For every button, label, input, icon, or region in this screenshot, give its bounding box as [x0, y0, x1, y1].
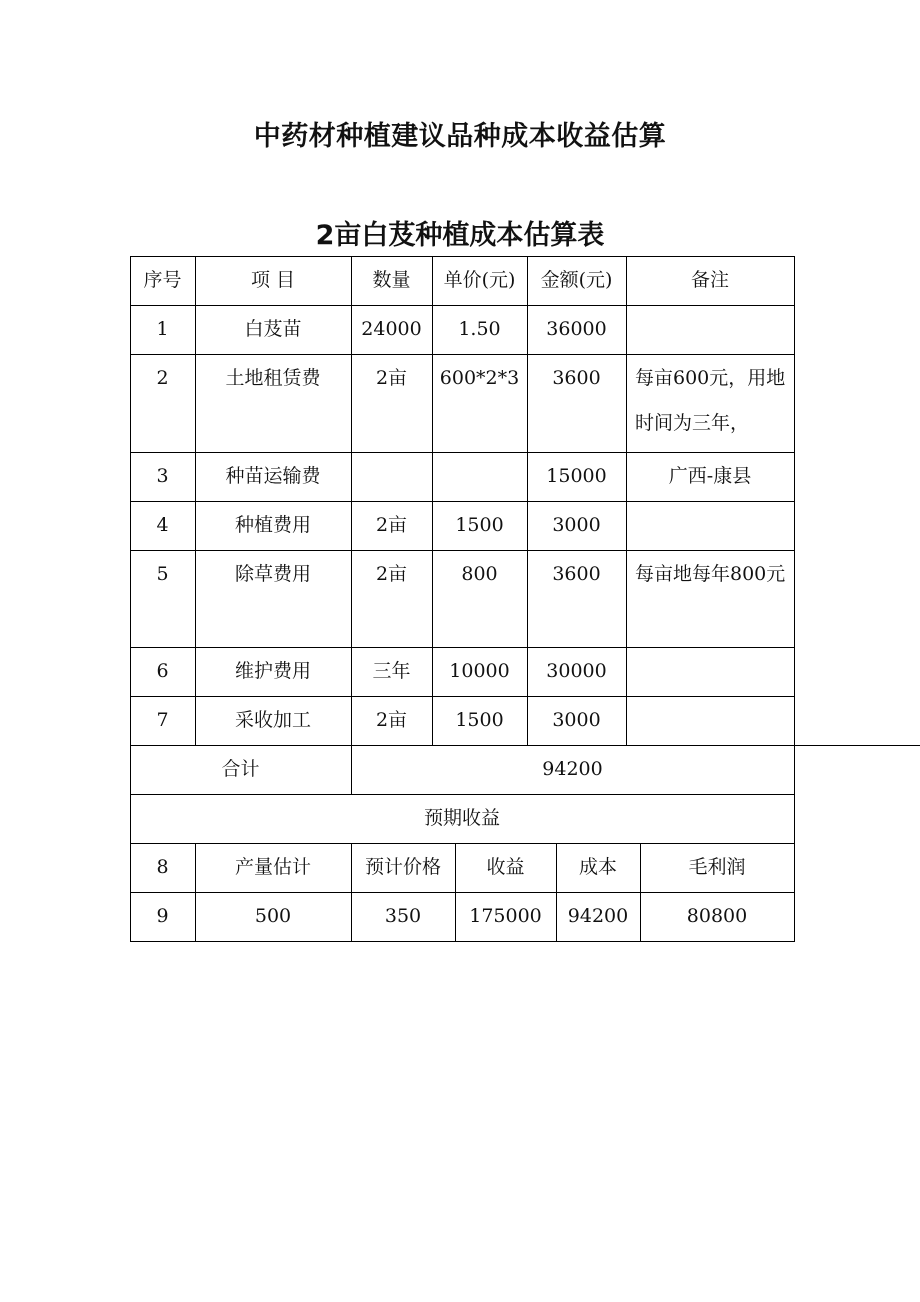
- cost-no-cell: 6: [156, 660, 169, 682]
- cost-qty-cell: 2亩: [375, 367, 408, 389]
- table-title: 2亩白芨种植成本估算表: [315, 220, 605, 251]
- header-amount: 金额(元): [540, 269, 613, 291]
- cost-qty-cell: 2亩: [375, 514, 408, 536]
- cost-no-cell: 1: [156, 318, 169, 340]
- table-border: [130, 256, 131, 745]
- cost-note-cell: [626, 696, 794, 745]
- revenue-header-cell: 成本: [578, 856, 617, 878]
- table-border: [130, 745, 794, 746]
- revenue-value-cell: 175000: [469, 905, 542, 927]
- revenue-header-no: 8: [156, 856, 169, 878]
- table-border: [130, 354, 794, 355]
- table-border: [527, 256, 528, 745]
- header-item: 项 目: [250, 269, 296, 291]
- table-border: [794, 794, 795, 843]
- table-border: [351, 843, 352, 941]
- cost-item-cell: 采收加工: [234, 709, 311, 731]
- cost-price-cell: 800: [461, 563, 498, 585]
- header-note: 备注: [690, 269, 729, 291]
- table-border: [130, 745, 131, 794]
- revenue-value-cell: 500: [254, 905, 292, 927]
- cost-item-cell: 土地租赁费: [225, 367, 321, 389]
- table-border: [432, 256, 433, 745]
- revenue-value-cell: 80800: [686, 905, 748, 927]
- cost-amount-cell: 30000: [546, 660, 607, 682]
- revenue-header-cell: 收益: [486, 856, 525, 878]
- table-border: [351, 745, 352, 794]
- table-border: [130, 305, 794, 306]
- header-no: 序号: [143, 269, 182, 291]
- cost-item-cell: 白芨苗: [244, 318, 302, 340]
- cost-no-cell: 4: [156, 514, 169, 536]
- cost-qty-cell: 24000: [361, 318, 422, 340]
- table-border: [130, 647, 794, 648]
- header-qty: 数量: [372, 269, 411, 291]
- table-border: [130, 452, 794, 453]
- document-title: 中药材种植建议品种成本收益估算: [253, 121, 667, 152]
- table-border: [130, 501, 794, 502]
- table-border: [794, 745, 920, 746]
- cost-amount-cell: 15000: [546, 465, 607, 487]
- cost-amount-cell: 36000: [546, 318, 607, 340]
- cost-price-cell: 1500: [455, 709, 504, 731]
- cost-item-cell: 种苗运输费: [225, 465, 321, 487]
- cost-item-cell: 种植费用: [234, 514, 311, 536]
- table-border: [195, 843, 196, 941]
- table-border: [130, 696, 794, 697]
- cost-qty-cell: 三年: [372, 660, 411, 682]
- table-border: [130, 256, 794, 257]
- cost-qty-cell: 2亩: [375, 563, 408, 585]
- cost-no-cell: 3: [156, 465, 169, 487]
- table-border: [640, 843, 641, 941]
- cost-amount-cell: 3000: [552, 709, 601, 731]
- table-border: [130, 843, 794, 844]
- cost-price-cell: 600*2*3: [439, 367, 520, 389]
- cost-note-cell: [626, 305, 794, 354]
- table-border: [130, 550, 794, 551]
- cost-price-cell: 1.50: [458, 318, 501, 340]
- table-border: [130, 794, 794, 795]
- revenue-header-cell: 毛利润: [688, 856, 746, 878]
- revenue-row-no: 9: [156, 905, 169, 927]
- cost-amount-cell: 3000: [552, 514, 601, 536]
- cost-amount-cell: 3600: [552, 367, 601, 389]
- cost-price-cell: 1500: [455, 514, 504, 536]
- header-price: 单价(元): [443, 269, 516, 291]
- table-border: [130, 843, 131, 941]
- revenue-value-cell: 94200: [567, 905, 629, 927]
- total-label: 合计: [221, 758, 260, 780]
- table-border: [794, 745, 795, 794]
- table-border: [455, 843, 456, 941]
- cost-price-cell: [432, 452, 527, 501]
- cost-note-cell: 每亩600元，用地时间为三年，: [635, 367, 786, 434]
- revenue-header-cell: 预计价格: [364, 856, 441, 878]
- table-border: [794, 843, 795, 941]
- revenue-section-label: 预期收益: [423, 807, 500, 829]
- table-border: [130, 794, 131, 843]
- revenue-header-cell: 产量估计: [234, 856, 311, 878]
- cost-note-cell: [626, 501, 794, 550]
- cost-amount-cell: 3600: [552, 563, 601, 585]
- table-border: [794, 256, 795, 745]
- table-border: [556, 843, 557, 941]
- cost-note-cell: 广西-康县: [668, 465, 752, 487]
- cost-item-cell: 维护费用: [234, 660, 311, 682]
- cost-note-cell: 每亩地每年800元: [635, 563, 786, 585]
- table-border: [195, 256, 196, 745]
- cost-item-cell: 除草费用: [234, 563, 311, 585]
- cost-no-cell: 5: [156, 563, 169, 585]
- table-border: [351, 256, 352, 745]
- table-border: [626, 256, 627, 745]
- cost-no-cell: 2: [156, 367, 169, 389]
- cost-price-cell: 10000: [449, 660, 510, 682]
- table-border: [130, 892, 794, 893]
- table-border: [130, 941, 795, 942]
- cost-note-cell: [626, 647, 794, 696]
- revenue-value-cell: 350: [384, 905, 422, 927]
- cost-qty-cell: 2亩: [375, 709, 408, 731]
- total-value: 94200: [542, 758, 603, 780]
- cost-no-cell: 7: [156, 709, 169, 731]
- cost-qty-cell: [351, 452, 432, 501]
